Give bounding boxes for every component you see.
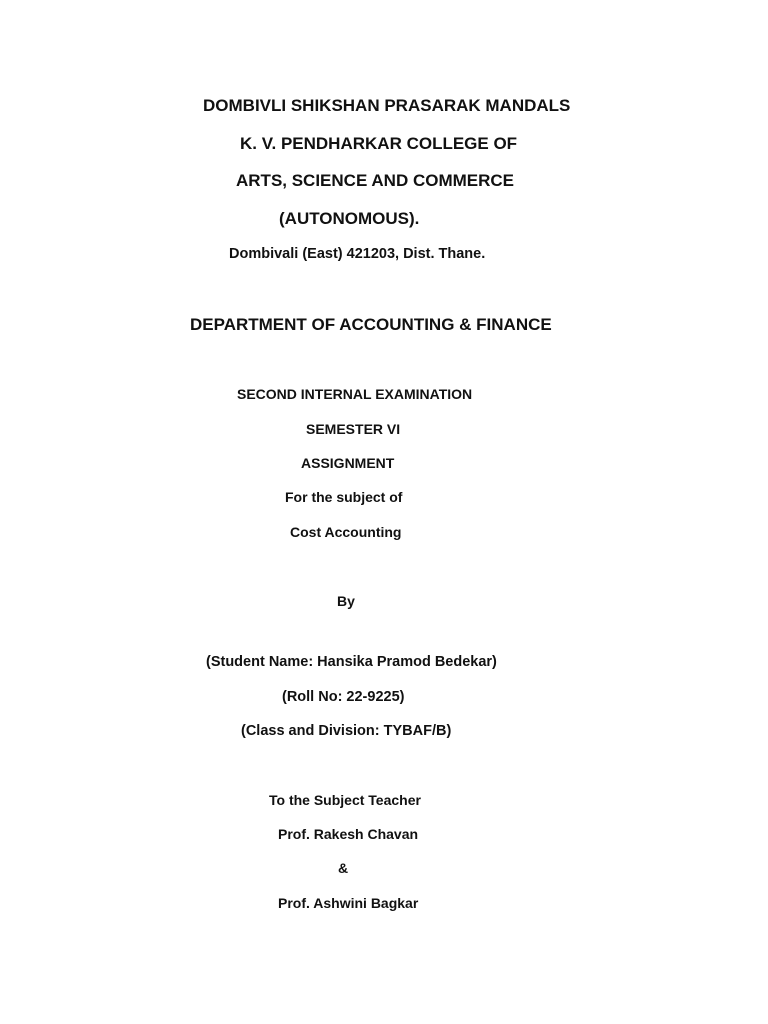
college-address: Dombivali (East) 421203, Dist. Thane. (229, 246, 486, 262)
department-title: DEPARTMENT OF ACCOUNTING & FINANCE (190, 315, 552, 334)
by-label: By (337, 593, 355, 609)
institution-name: DOMBIVLI SHIKSHAN PRASARAK MANDALS (203, 96, 571, 115)
student-name: (Student Name: Hansika Pramod Bedekar) (206, 654, 497, 670)
college-name: K. V. PENDHARKAR COLLEGE OF (240, 134, 518, 153)
college-status: (AUTONOMOUS). (279, 209, 420, 228)
college-faculties: ARTS, SCIENCE AND COMMERCE (236, 171, 514, 190)
assignment-label: ASSIGNMENT (301, 455, 395, 471)
teacher-intro: To the Subject Teacher (269, 792, 421, 808)
teacher-name-2: Prof. Ashwini Bagkar (278, 895, 419, 911)
teacher-separator: & (338, 860, 349, 876)
subject-intro: For the subject of (285, 489, 403, 505)
class-division: (Class and Division: TYBAF/B) (241, 723, 452, 739)
subject-name: Cost Accounting (290, 524, 402, 540)
teacher-name-1: Prof. Rakesh Chavan (278, 826, 419, 842)
roll-number: (Roll No: 22-9225) (282, 689, 405, 705)
exam-title: SECOND INTERNAL EXAMINATION (237, 386, 473, 402)
semester: SEMESTER VI (306, 421, 401, 437)
